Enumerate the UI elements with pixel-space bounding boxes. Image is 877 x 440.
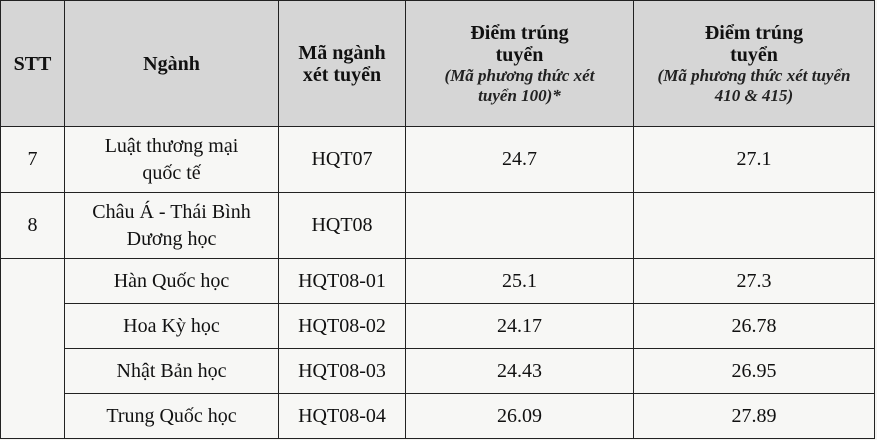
cell-nganh: Hàn Quốc học bbox=[65, 259, 279, 304]
table-header-row bbox=[1, 1, 875, 127]
table-row bbox=[1, 394, 875, 439]
cell-diem1: 25.1 bbox=[406, 259, 634, 304]
cell-nganh: Nhật Bản học bbox=[65, 349, 279, 394]
cell-ma: HQT08-04 bbox=[279, 394, 406, 439]
cell-diem2: 27.1 bbox=[634, 127, 875, 193]
cell-stt bbox=[1, 349, 65, 394]
header-diem-410-415: Điểm trúng tuyển (Mã phương thức xét tuyển 410 & 415) bbox=[634, 1, 875, 127]
cell-stt: 8 bbox=[1, 193, 65, 259]
cell-ma: HQT08 bbox=[279, 193, 406, 259]
header-diem-100: Điểm trúng tuyển (Mã phương thức xét tuyển 100)* bbox=[406, 1, 634, 127]
cell-diem1 bbox=[406, 193, 634, 259]
cell-ma: HQT08-02 bbox=[279, 304, 406, 349]
cell-diem1: 24.7 bbox=[406, 127, 634, 193]
cell-nganh: Châu Á - Thái Bình Dương học bbox=[65, 193, 279, 259]
cell-diem2: 26.95 bbox=[634, 349, 875, 394]
header-ma-nganh: Mã ngành xét tuyển bbox=[279, 1, 406, 127]
cell-ma: HQT08-01 bbox=[279, 259, 406, 304]
cell-nganh: Trung Quốc học bbox=[65, 394, 279, 439]
cell-nganh: Hoa Kỳ học bbox=[65, 304, 279, 349]
header-nganh: Ngành bbox=[65, 1, 279, 127]
cell-diem2 bbox=[634, 193, 875, 259]
cell-diem1: 26.09 bbox=[406, 394, 634, 439]
cell-diem2: 27.3 bbox=[634, 259, 875, 304]
cell-stt: 7 bbox=[1, 127, 65, 193]
table-row bbox=[1, 259, 875, 304]
table-row bbox=[1, 349, 875, 394]
table-row bbox=[1, 304, 875, 349]
cell-stt bbox=[1, 259, 65, 304]
table-row bbox=[1, 127, 875, 193]
cell-stt bbox=[1, 304, 65, 349]
cell-ma: HQT07 bbox=[279, 127, 406, 193]
table-row bbox=[1, 193, 875, 259]
cell-diem2: 27.89 bbox=[634, 394, 875, 439]
cell-ma: HQT08-03 bbox=[279, 349, 406, 394]
cell-stt bbox=[1, 394, 65, 439]
cell-diem2: 26.78 bbox=[634, 304, 875, 349]
cell-diem1: 24.17 bbox=[406, 304, 634, 349]
cell-nganh: Luật thương mại quốc tế bbox=[65, 127, 279, 193]
cell-diem1: 24.43 bbox=[406, 349, 634, 394]
header-stt: STT bbox=[1, 1, 65, 127]
